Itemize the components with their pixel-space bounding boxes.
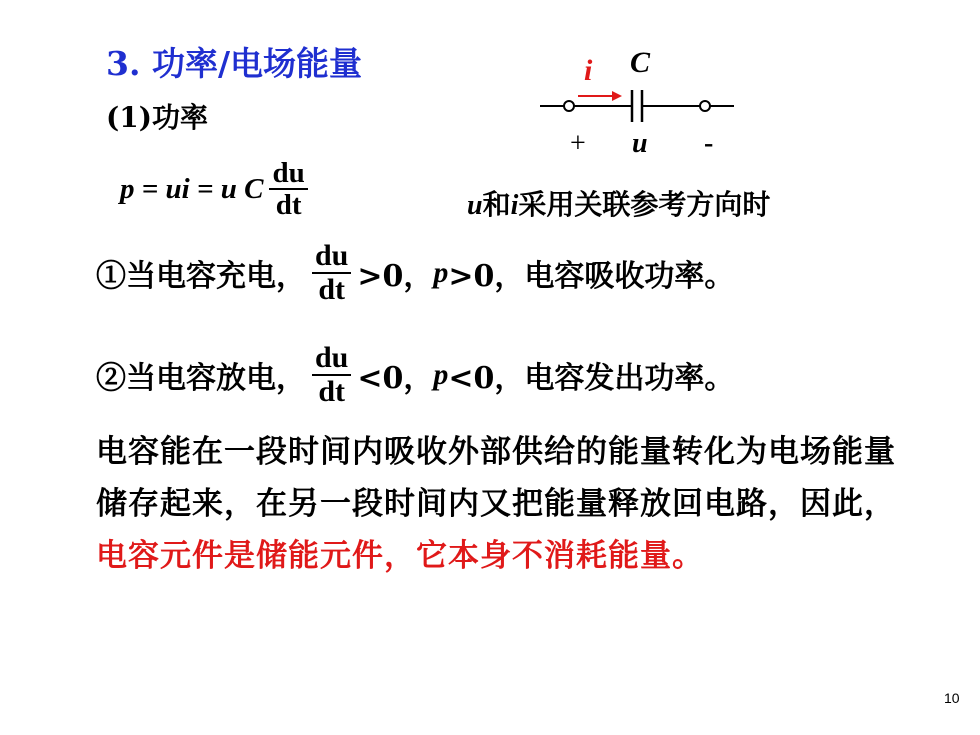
case2-cond1: <0， xyxy=(357,360,434,396)
case1-prefix: ①当电容充电， xyxy=(96,258,306,294)
formula-fraction xyxy=(269,158,307,221)
case2-frac-num: du xyxy=(312,342,351,376)
assoc-and: 和 xyxy=(482,188,511,221)
case-charging xyxy=(96,240,734,305)
formula-lhs: p = ui = u C xyxy=(120,172,264,205)
assoc-rest: 采用关联参考方向时 xyxy=(518,188,771,221)
case1-cond2: >0，电容吸收功率。 xyxy=(448,258,735,294)
case1-cond1: >0， xyxy=(357,258,434,294)
case1-fraction xyxy=(312,240,351,305)
case2-prefix: ②当电容放电， xyxy=(96,360,306,396)
formula-frac-den: dt xyxy=(275,189,302,222)
paragraph-highlight: 电容元件是储能元件，它本身不消耗能量。 xyxy=(96,538,704,574)
capacitor-circuit-diagram xyxy=(520,40,760,170)
case2-frac-den: dt xyxy=(318,374,346,408)
case2-p: p xyxy=(433,357,449,391)
energy-storage-paragraph xyxy=(96,426,916,582)
assoc-var-i: i xyxy=(510,190,519,221)
case1-frac-den: dt xyxy=(318,272,346,306)
capacitor-label: C xyxy=(630,46,651,79)
power-formula xyxy=(120,158,314,221)
assoc-var-u: u xyxy=(467,190,483,221)
left-terminal xyxy=(564,101,574,111)
current-arrow-head xyxy=(612,91,622,101)
voltage-label: u xyxy=(632,128,648,159)
plus-label: + xyxy=(570,128,586,159)
associated-reference-note xyxy=(467,183,770,223)
section-subtitle: (1)功率 xyxy=(106,101,208,134)
page-number: 10 xyxy=(944,690,960,706)
formula-frac-num: du xyxy=(269,158,307,190)
case2-cond2: <0，电容发出功率。 xyxy=(448,360,735,396)
minus-label: - xyxy=(704,128,714,159)
current-label: i xyxy=(584,54,593,87)
paragraph-normal: 电容能在一段时间内吸收外部供给的能量转化为电场能量储存起来，在另一段时间内又把能量释放回电路，因此， xyxy=(96,434,896,522)
case-discharging xyxy=(96,342,734,407)
case2-fraction xyxy=(312,342,351,407)
case1-frac-num: du xyxy=(312,240,351,274)
slide-title: 3. 功率/电场能量 xyxy=(106,44,362,83)
right-terminal xyxy=(700,101,710,111)
case1-p: p xyxy=(433,255,449,289)
